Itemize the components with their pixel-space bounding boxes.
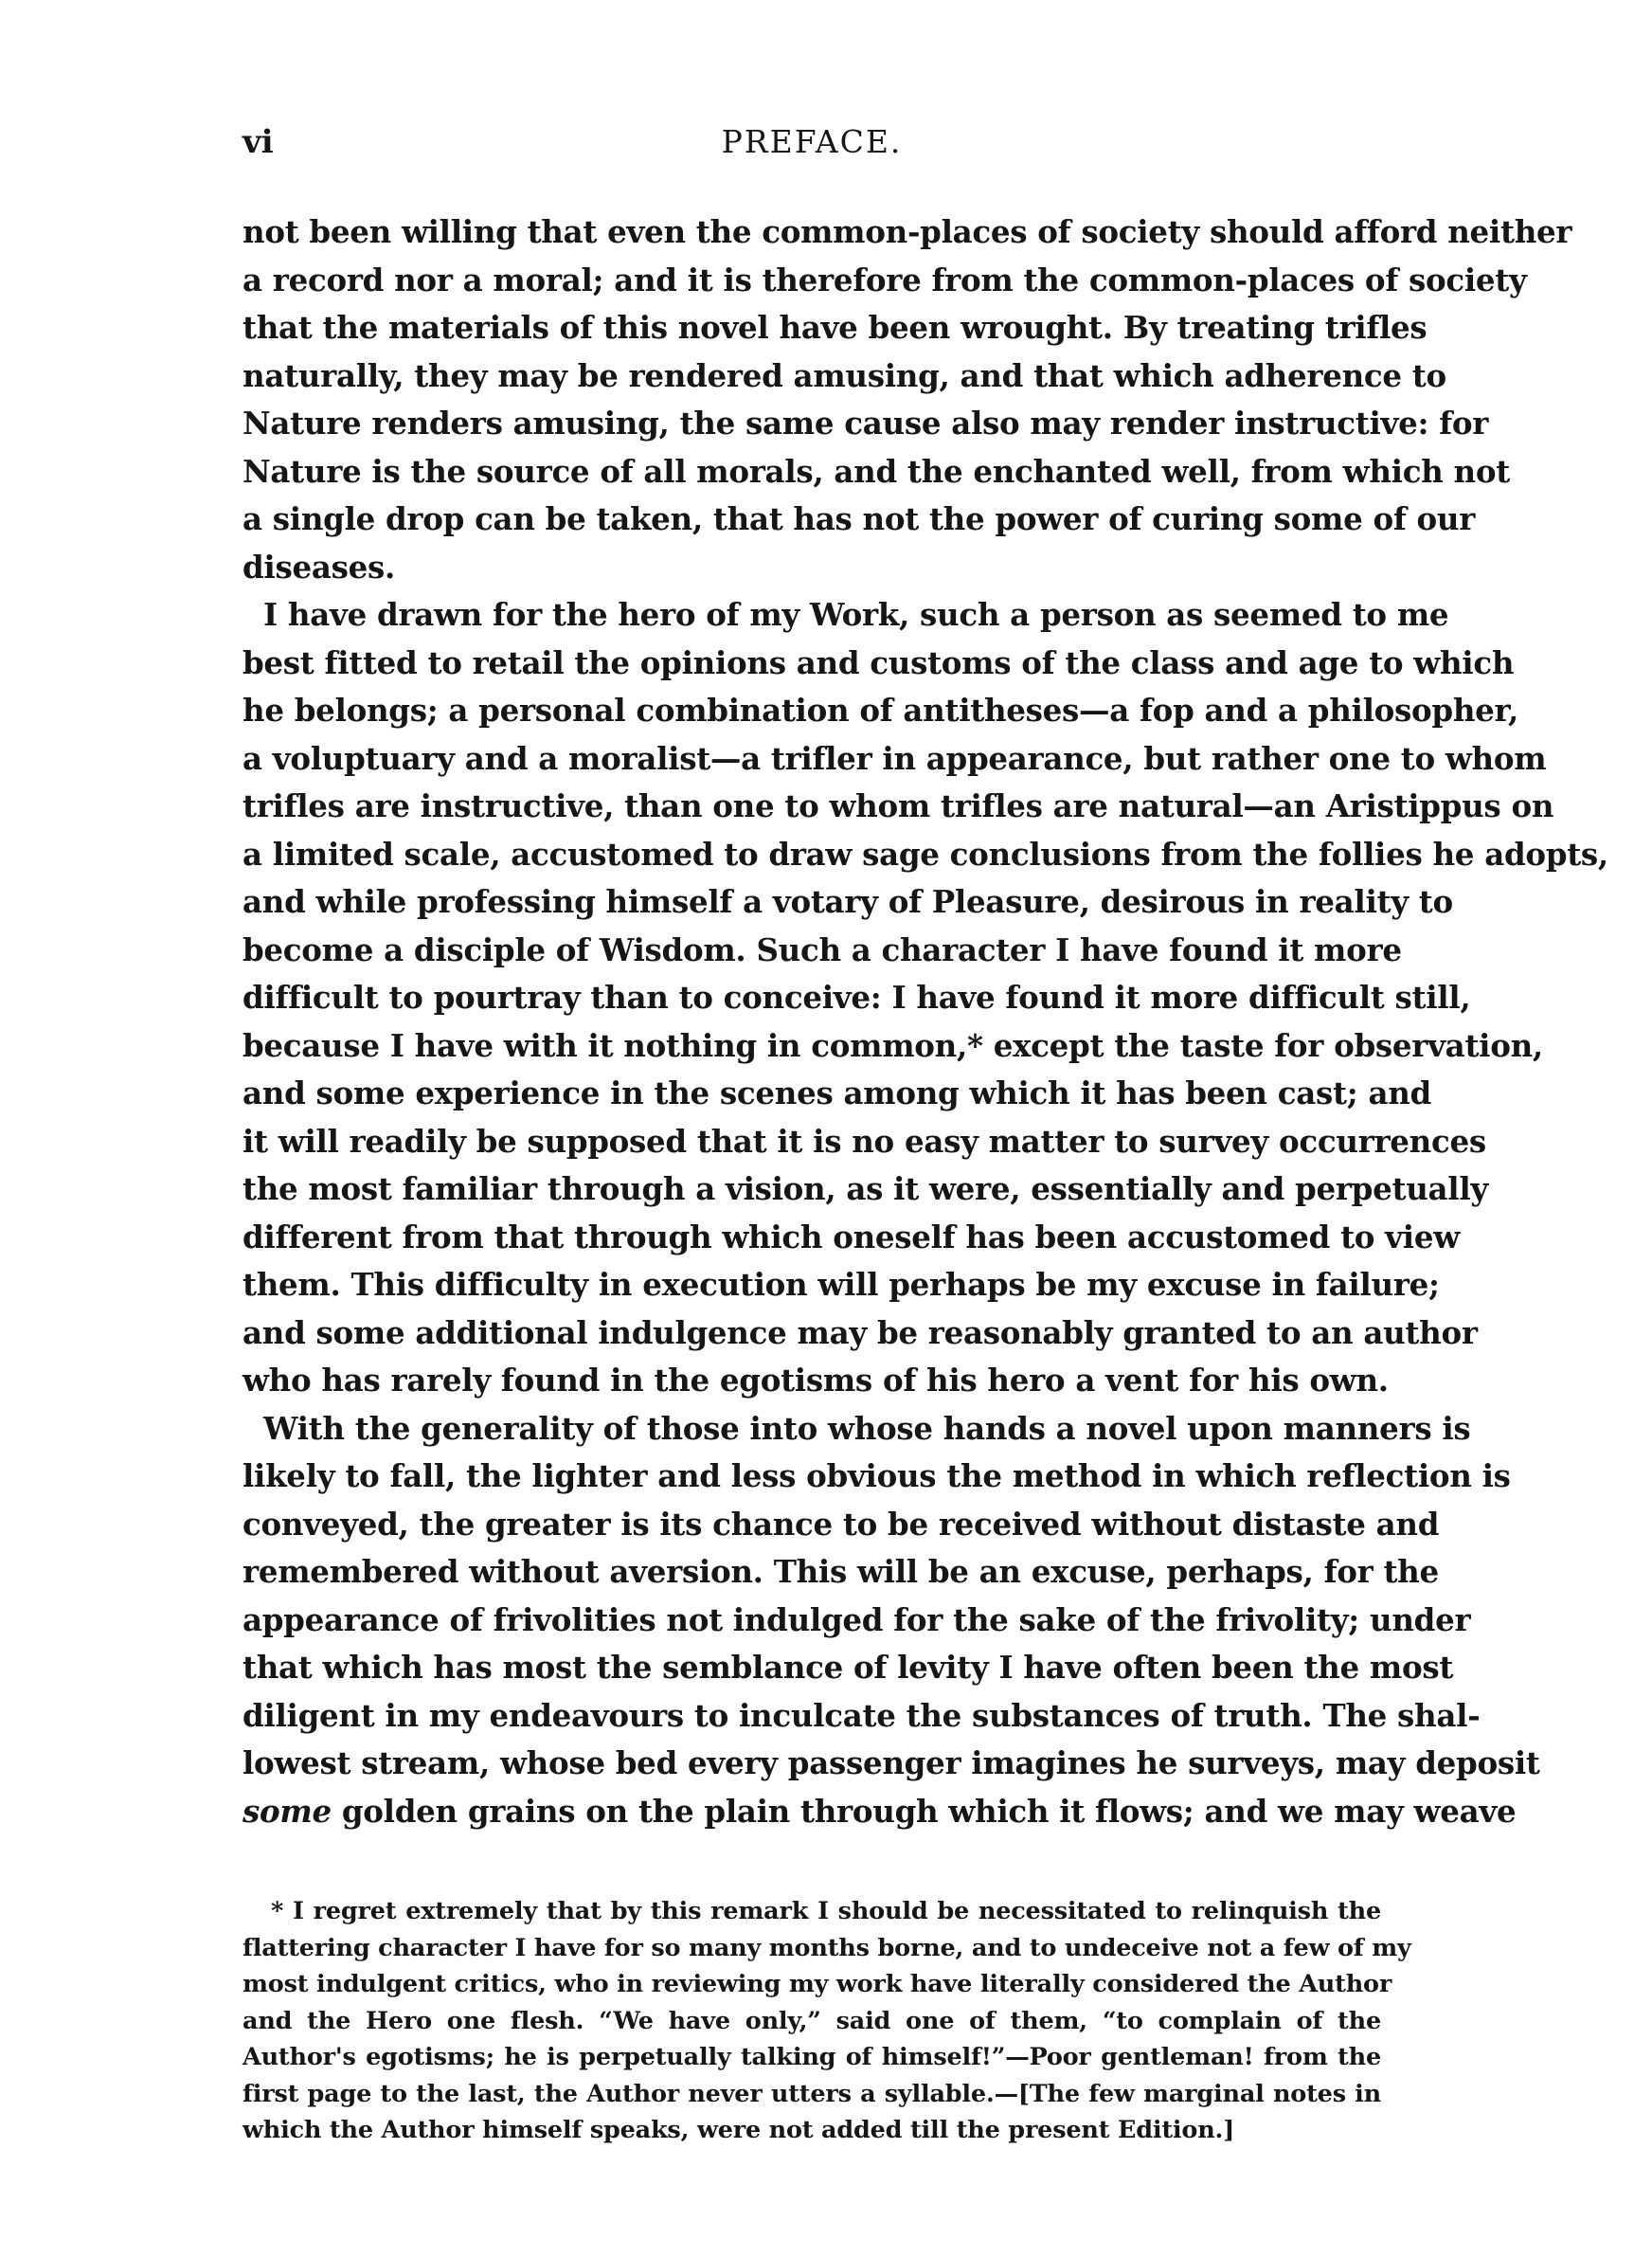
text-line: that the materials of this novel have been wrought. By treating trifles (242, 309, 1428, 346)
text-line: a limited scale, accustomed to draw sage conclusions from the follies he adopts, (242, 835, 1608, 873)
text-line: different from that through which oneself has been accustomed to view (242, 1218, 1460, 1255)
page-header (242, 123, 1381, 171)
text-line: best fitted to retail the opinions and customs of the class and age to which (242, 643, 1515, 681)
footnote-line: * I regret extremely that by this remark I should be necessitated to relinquish the (271, 1897, 1381, 1925)
footnote-line: first page to the last, the Author never utters a syllable.—[The few marginal notes in (242, 2079, 1381, 2108)
text-line: and while professing himself a votary of Pleasure, desirous in reality to (242, 883, 1453, 920)
text-line: that which has most the semblance of levity I have often been the most (242, 1649, 1454, 1686)
text-line: remembered without aversion. This will be an excuse, perhaps, for the (242, 1553, 1439, 1590)
footnote-line: most indulgent critics, who in reviewing my work have literally considered the Author (242, 1970, 1392, 1998)
text-line: a single drop can be taken, that has not the power of curing some of our (242, 500, 1476, 537)
text-line: them. This difficulty in execution will perhaps be my excuse in failure; (242, 1266, 1440, 1303)
text-line: naturally, they may be rendered amusing, and that which adherence to (242, 356, 1446, 394)
line-remainder: golden grains on the plain through which it flows; and we may weave (341, 1792, 1517, 1830)
footnote (242, 1893, 1411, 2149)
text-line: appearance of frivolities not indulged for the sake of the frivolity; under (242, 1600, 1471, 1638)
text-line: conveyed, the greater is its chance to be received without distaste and (242, 1505, 1440, 1543)
page-number: vi (242, 123, 274, 161)
text-line: difficult to pourtray than to conceive: I have found it more difficult still, (242, 979, 1471, 1016)
text-line: a record nor a moral; and it is therefore from the common-places of society (242, 261, 1527, 298)
running-head: PREFACE. (721, 123, 903, 160)
footnote-line: Author's egotisms; he is perpetually talking of himself!”—Poor gentleman! from the (242, 2043, 1381, 2071)
text-line: not been willing that even the common-places of society should afford neither (242, 213, 1572, 250)
text-line: lowest stream, whose bed every passenger imagines he surveys, may deposit (242, 1744, 1540, 1781)
text-line: likely to fall, the lighter and less obvious the method in which reflection is (242, 1457, 1511, 1494)
text-line: Nature renders amusing, the same cause also may render instructive: for (242, 405, 1489, 442)
text-line: and some additional indulgence may be reasonably granted to an author (242, 1313, 1478, 1351)
text-line: who has rarely found in the egotisms of his hero a vent for his own. (242, 1362, 1389, 1399)
text-line: With the generality of those into whose hands a novel upon manners is (263, 1409, 1471, 1447)
footnote-line: which the Author himself speaks, were not added till the present Edition.] (242, 2116, 1235, 2144)
footnote-line: flattering character I have for so many months borne, and to undeceive not a few of my (242, 1933, 1411, 1962)
text-line: become a disciple of Wisdom. Such a character I have found it more (242, 930, 1402, 968)
text-line: diligent in my endeavours to inculcate the substances of truth. The shal- (242, 1696, 1481, 1734)
text-line: trifles are instructive, than one to whom trifles are natural—an Aristippus on (242, 787, 1554, 824)
text-line: diseases. (242, 548, 395, 586)
body-text (242, 208, 1608, 1835)
text-line: because I have with it nothing in common,* except the taste for observation, (242, 1026, 1543, 1064)
text-line: a voluptuary and a moralist—a trifler in appearance, but rather one to whom (242, 739, 1547, 777)
text-line: the most familiar through a vision, as it were, essentially and perpetually (242, 1170, 1488, 1207)
text-line: he belongs; a personal combination of antitheses—a fop and a philosopher, (242, 692, 1519, 729)
text-line: I have drawn for the hero of my Work, such a person as seemed to me (263, 596, 1449, 633)
text-line: and some experience in the scenes among which it has been cast; and (242, 1074, 1431, 1111)
text-line: it will readily be supposed that it is no easy matter to survey occurrences (242, 1122, 1486, 1160)
text-line: Nature is the source of all morals, and the enchanted well, from which not (242, 452, 1510, 490)
text-line (242, 1788, 1517, 1836)
italic-word: some (242, 1792, 332, 1830)
footnote-line: and the Hero one flesh. “We have only,” said one of them, “to complain of the (242, 2006, 1381, 2035)
